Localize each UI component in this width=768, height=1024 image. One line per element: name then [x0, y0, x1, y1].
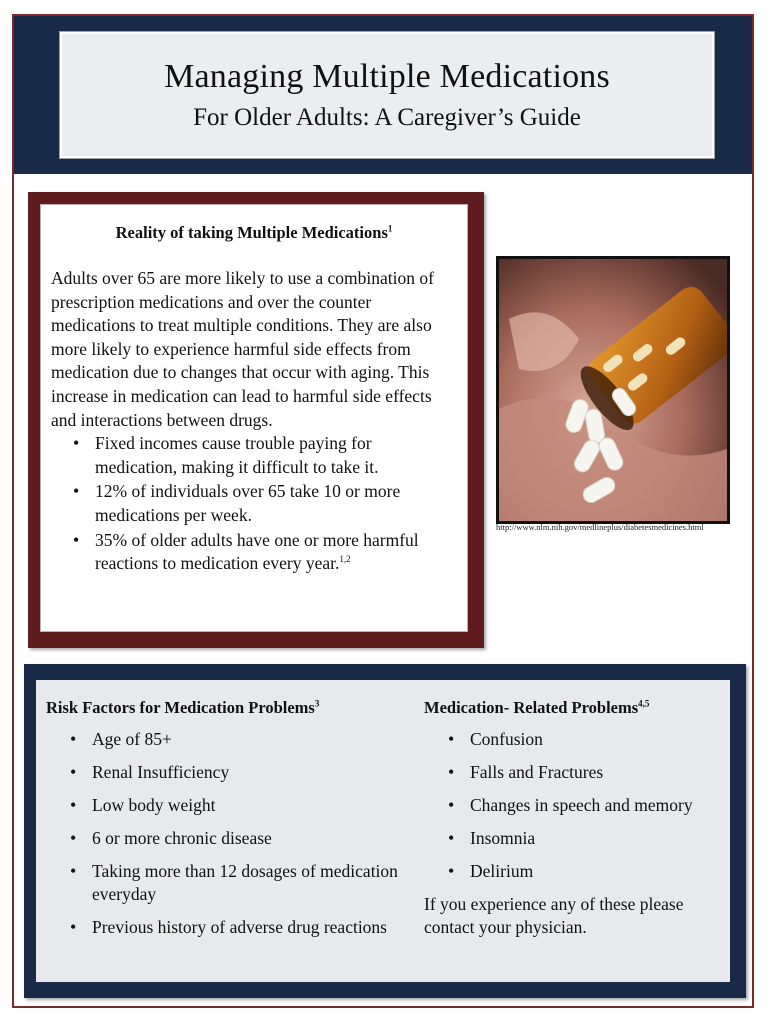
risk-factors-citation: 3 [314, 698, 320, 709]
reality-panel [28, 192, 484, 648]
reality-bullet-citation: 1,2 [339, 554, 351, 565]
related-problems-column [424, 698, 724, 939]
related-problems-heading-text: Medication- Related Problems [424, 698, 639, 717]
reality-heading-citation: 1 [387, 223, 393, 234]
bottom-panel [36, 680, 730, 982]
pills-photo [496, 256, 730, 524]
risk-factors-heading-text: Risk Factors for Medication Problems [46, 698, 315, 717]
risk-factor-item: • 6 or more chronic disease [92, 827, 406, 850]
reality-bullet [95, 529, 457, 576]
reality-body-text: Adults over 65 are more likely to use a combination of prescription medications and over the counter medications to treat multiple conditions. They are also more likely to experience harmful side effects from medication due to changes that occur with aging. This increase in medication can lead to harmful side effects and interactions between drugs. [51, 268, 434, 430]
related-problem-item: • Insomnia [470, 827, 724, 850]
page-subtitle: For Older Adults: A Caregiver’s Guide [193, 104, 581, 131]
risk-factors-list [46, 728, 406, 939]
risk-factors-column [46, 698, 406, 949]
risk-factor-item: • Taking more than 12 dosages of medication everyday [92, 860, 406, 906]
reality-bullet-list [51, 432, 457, 576]
contact-physician-note: If you experience any of these please contact your physician. [424, 894, 684, 937]
risk-factor-item: • Renal Insufficiency [92, 761, 406, 784]
header-box [60, 32, 714, 158]
related-problems-heading [424, 698, 724, 718]
reality-heading-text: Reality of taking Multiple Medications [115, 223, 388, 242]
reality-bullet-text: 35% of older adults have one or more harmful reactions to medication every year. [95, 529, 419, 574]
risk-factor-item: • Low body weight [92, 794, 406, 817]
related-problem-item: • Delirium [470, 860, 724, 883]
page-title: Managing Multiple Medications [164, 58, 610, 95]
pills-photo-illustration [499, 259, 727, 521]
photo-caption: http://www.nlm.nih.gov/medlineplus/diabetesmedicines.html [496, 522, 704, 532]
related-problem-item: • Changes in speech and memory [470, 794, 724, 817]
related-problems-list [424, 728, 724, 883]
risk-factor-item: • Age of 85+ [92, 728, 406, 751]
risk-factors-heading [46, 698, 406, 718]
reality-bullet: • 12% of individuals over 65 take 10 or more medications per week. [95, 480, 457, 527]
reality-heading [51, 223, 457, 243]
reality-bullet: • Fixed incomes cause trouble paying for medication, making it difficult to take it. [95, 432, 457, 479]
related-problem-item: • Falls and Fractures [470, 761, 724, 784]
related-problem-item: • Confusion [470, 728, 724, 751]
risk-factor-item: • Previous history of adverse drug reactions [92, 916, 406, 939]
related-problems-citation: 4,5 [638, 698, 650, 709]
reality-panel-content [40, 204, 468, 632]
